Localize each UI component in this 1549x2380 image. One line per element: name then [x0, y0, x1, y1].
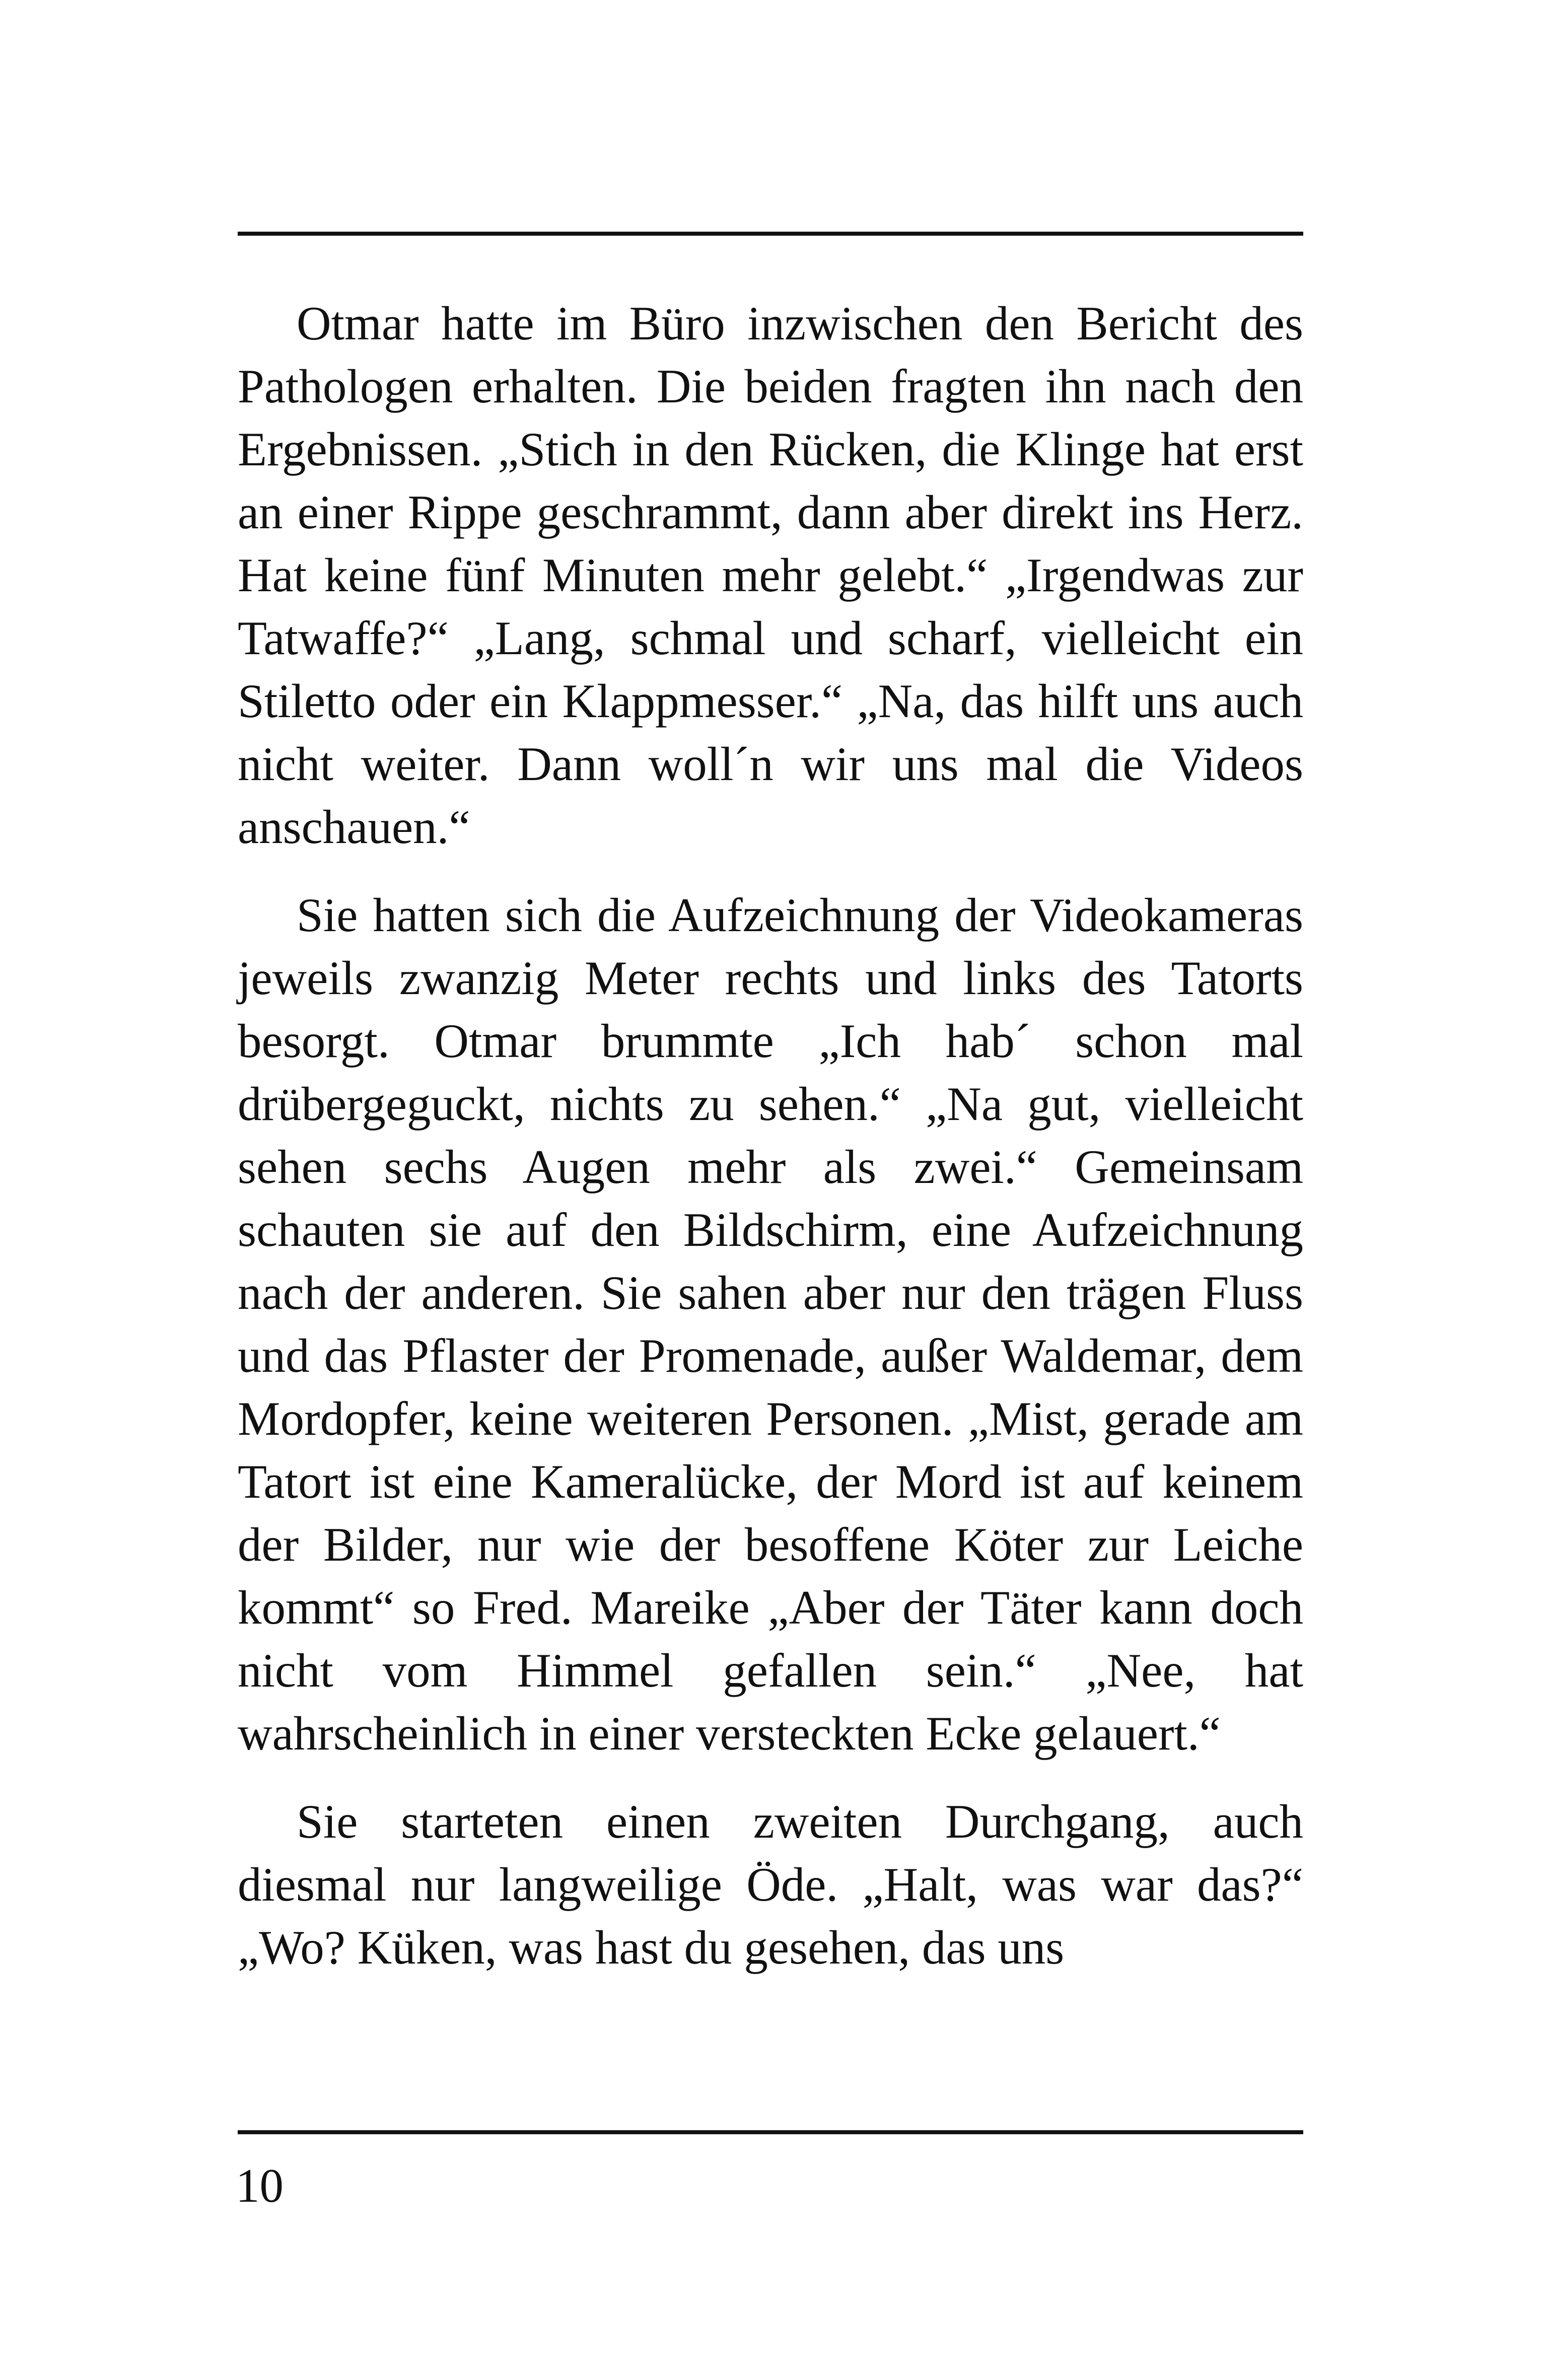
paragraph-3: Sie starteten einen zweiten Durchgang, auch diesmal nur langweilige Öde. „Halt, was war das?“ „Wo? Küken, was hast du gesehen, das uns	[238, 1795, 1303, 1974]
footer-rule	[238, 2130, 1303, 2134]
paragraph-1: Otmar hatte im Büro inzwischen den Bericht des Pathologen erhalten. Die beiden fragten ihn nach den Ergebnissen. „Stich in den Rücken, die Klinge hat erst an einer Rippe geschrammt, dann aber direkt ins Herz. Hat keine fünf Minuten mehr gelebt.“ „Irgendwas zur Tatwaffe?“ „Lang, schmal und scharf, vielleicht ein Stiletto oder ein Klappmesser.“ „Na, das hilft uns auch nicht weiter. Dann woll´n wir uns mal die Videos anschauen.“	[238, 297, 1303, 854]
paragraph-2: Sie hatten sich die Aufzeichnung der Videokameras jeweils zwanzig Meter rechts und links des Tatorts besorgt. Otmar brummte „Ich hab´ schon mal drübergeguckt, nichts zu sehen.“ „Na gut, vielleicht sehen sechs Augen mehr als zwei.“ Gemeinsam schauten sie auf den Bildschirm, eine Aufzeichnung nach der anderen. Sie sahen aber nur den trägen Fluss und das Pflaster der Promenade, außer Waldemar, dem Mordopfer, keine weiteren Personen. „Mist, gerade am Tatort ist eine Kameralücke, der Mord ist auf keinem der Bilder, nur wie der besoffene Köter zur Leiche kommt“ so Fred. Mareike „Aber der Täter kann doch nicht vom Himmel gefallen sein.“ „Nee, hat wahrscheinlich in einer versteckten Ecke gelauert.“	[238, 888, 1303, 1760]
header-rule	[238, 232, 1303, 236]
page-number: 10	[236, 2159, 284, 2212]
body-text	[238, 292, 1303, 1979]
